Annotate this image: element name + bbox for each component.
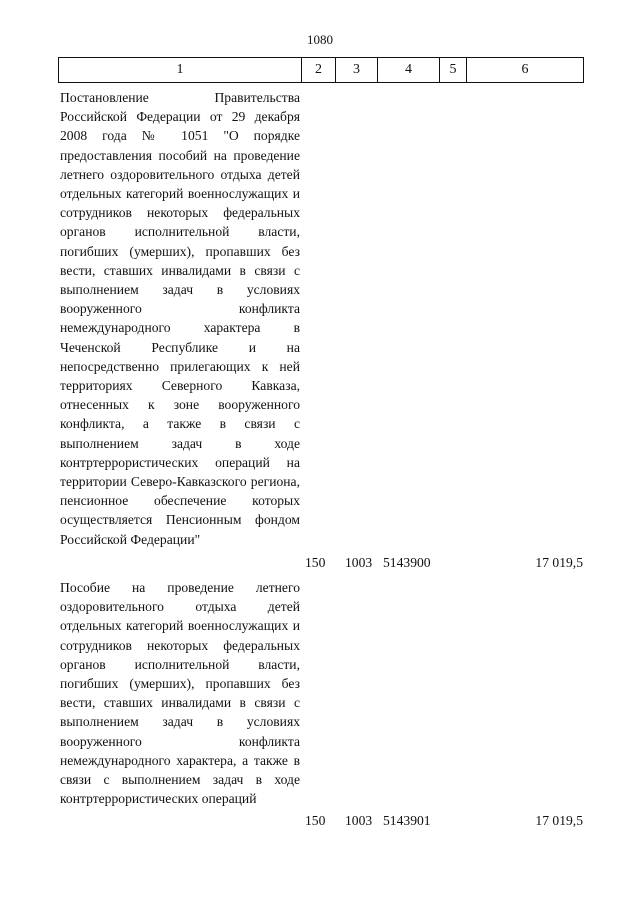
column-header-4: 4 (378, 58, 440, 83)
page-number: 1080 (307, 32, 333, 47)
column-header-row (59, 58, 584, 83)
row-1-col-3: 1003 (345, 555, 373, 570)
column-header-5: 5 (440, 58, 467, 83)
column-header-table (58, 57, 584, 83)
column-header-2: 2 (302, 58, 336, 83)
row-2-col-3: 1003 (345, 813, 373, 828)
row-2-col-6: 17 019,5 (535, 813, 583, 828)
row-2-col-2: 150 (305, 813, 326, 828)
row-1-col-2: 150 (305, 555, 326, 570)
row-1-col-4: 5143900 (383, 555, 431, 570)
row-2-description: Пособие на проведение летнего оздоровительного отдыха детей отдельных категорий военнослужащих и сотрудников некоторых федеральных органов исполнительной власти, погибших (умерших), пропавших без вести, ставших инвалидами в связи с выполнением задач в условиях вооруженного конфликта немеждународного характера, а также в связи с выполнением задач в ходе контртеррористических операций (60, 580, 300, 807)
column-header-3: 3 (336, 58, 378, 83)
row-1-col-6: 17 019,5 (535, 555, 583, 570)
row-2-col-4: 5143901 (383, 813, 431, 828)
column-header-6: 6 (467, 58, 584, 83)
column-header-1: 1 (59, 58, 302, 83)
row-1-description: Постановление Правительства Российской Федерации от 29 декабря 2008 года № 1051 "О порядке предоставления пособий на проведение летнего оздоровительного отдыха детей отдельных категорий военнослужащих и сотрудников некоторых федеральных органов исполнительной власти, погибших (умерших), пропавших без вести, ставших инвалидами в связи с выполнением задач в условиях вооруженного конфликта немеждународного характера в Чеченской Республике и на непосредственно прилегающих к ней территориях Северного Кавказа, отнесенных к зоне вооруженного конфликта, а также в связи с выполнением задач в ходе контртеррористических операций на территории Северо-Кавказского региона, пенсионное обеспечение которых осуществляется Пенсионным фондом Российской Федерации" (60, 90, 300, 547)
